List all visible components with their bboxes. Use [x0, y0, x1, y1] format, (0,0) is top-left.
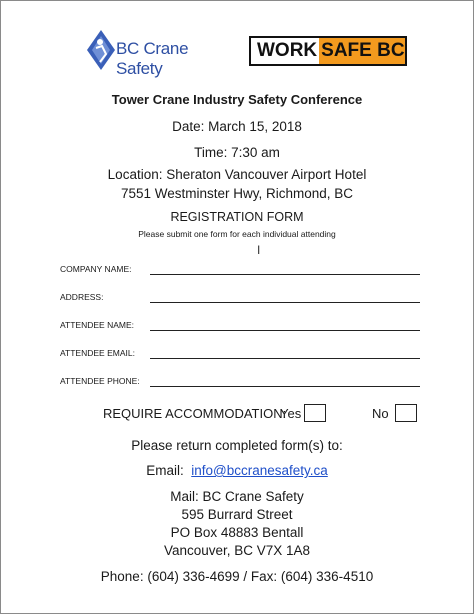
attendee-name-field[interactable] [60, 320, 420, 334]
mail-line-3: PO Box 48883 Bentall [170, 525, 304, 540]
yes-label: Yes [280, 406, 302, 421]
email-label: Email: [146, 463, 184, 478]
blank-line[interactable] [150, 274, 420, 275]
address-field[interactable] [60, 292, 420, 306]
mail-line-4: Vancouver, BC V7X 1A8 [163, 543, 311, 558]
attendee-email-field[interactable] [60, 348, 420, 362]
text-cursor-icon: I [257, 243, 261, 257]
email-link[interactable]: info@bccranesafety.ca [191, 463, 328, 478]
return-instruction: Please return completed form(s) to: [131, 438, 343, 453]
field-label: ADDRESS: [60, 292, 104, 302]
no-checkbox[interactable] [395, 404, 417, 422]
accommodation-label: REQUIRE ACCOMMODATION: [103, 406, 287, 421]
event-time: Time: 7:30 am [194, 145, 280, 160]
event-location: Location: Sheraton Vancouver Airport Hotel [107, 167, 367, 182]
email-line [0, 463, 474, 478]
worksafe-logo-part2: SAFE BC [319, 38, 405, 64]
conference-title: Tower Crane Industry Safety Conference [111, 92, 363, 107]
blank-line[interactable] [150, 330, 420, 331]
crane-diamond-icon [86, 28, 116, 72]
blank-line[interactable] [150, 302, 420, 303]
no-label: No [372, 406, 389, 421]
field-label: ATTENDEE EMAIL: [60, 348, 135, 358]
worksafe-logo-part1: WORK [251, 38, 319, 64]
mail-line-2: 595 Burrard Street [181, 507, 293, 522]
yes-checkbox[interactable] [304, 404, 326, 422]
worksafe-bc-logo [249, 36, 407, 66]
event-date: Date: March 15, 2018 [172, 119, 302, 134]
bc-crane-safety-logo [86, 28, 216, 78]
form-instruction: Please submit one form for each individual attending [138, 229, 336, 239]
field-label: COMPANY NAME: [60, 264, 132, 274]
field-label: ATTENDEE PHONE: [60, 376, 140, 386]
blank-line[interactable] [150, 358, 420, 359]
event-address: 7551 Westminster Hwy, Richmond, BC [120, 186, 354, 201]
bc-crane-safety-logo-text: BC Crane Safety [116, 39, 189, 78]
attendee-phone-field[interactable] [60, 376, 420, 390]
company-name-field[interactable] [60, 264, 420, 278]
mail-line-1: Mail: BC Crane Safety [170, 489, 304, 504]
form-heading: REGISTRATION FORM [170, 210, 304, 224]
field-label: ATTENDEE NAME: [60, 320, 134, 330]
phone-fax: Phone: (604) 336-4699 / Fax: (604) 336-4510 [100, 569, 374, 584]
blank-line[interactable] [150, 386, 420, 387]
